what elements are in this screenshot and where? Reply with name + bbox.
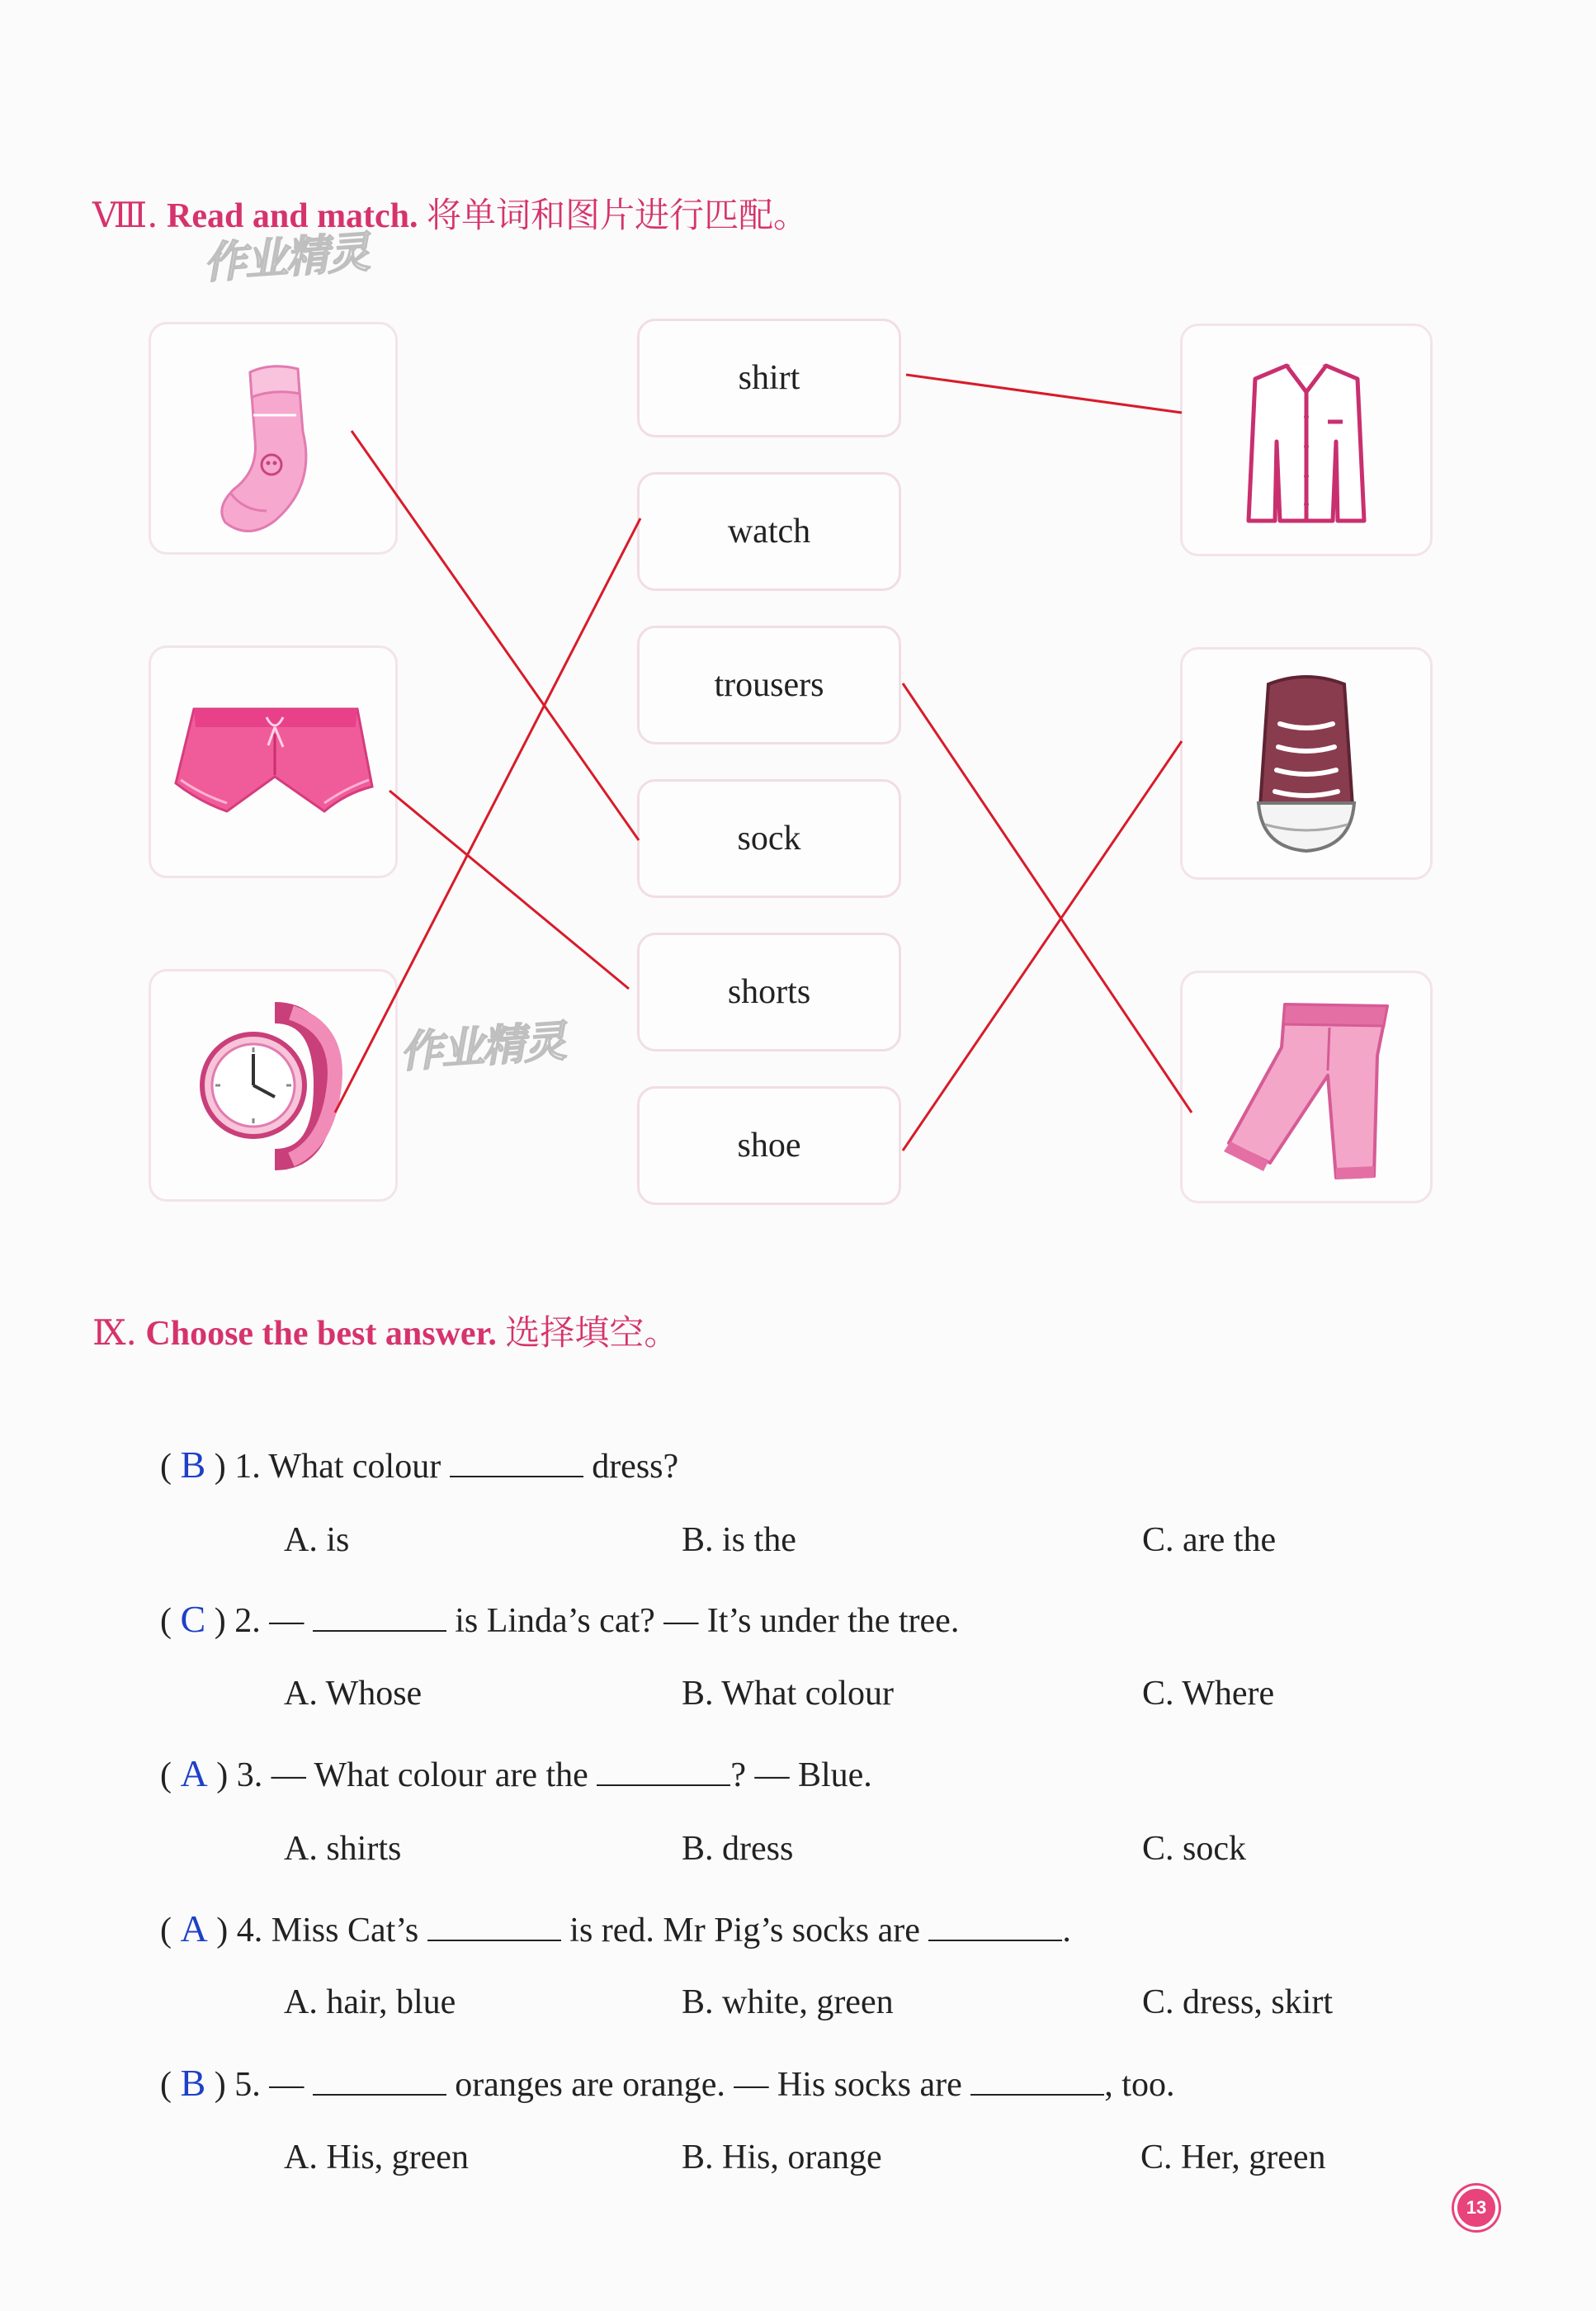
section-8-number: Ⅷ.	[92, 195, 158, 235]
section-9-title-en: Choose the best answer.	[145, 1315, 497, 1353]
question-5-answer[interactable]: B	[180, 2062, 206, 2104]
question-2-option-a[interactable]: A. Whose	[284, 1675, 423, 1713]
question-5-option-a[interactable]: A. His, green	[284, 2139, 469, 2176]
word-box-watch[interactable]: watch	[637, 472, 901, 591]
question-2-blank[interactable]	[313, 1602, 446, 1632]
question-3-answer[interactable]: A	[180, 1752, 208, 1794]
question-5-option-c[interactable]: C. Her, green	[1140, 2139, 1326, 2176]
question-5: ( B ) 5. — oranges are orange. — His socks are , too.	[160, 2062, 1175, 2104]
match-line-shirt	[906, 375, 1182, 413]
question-4-text-b: is red. Mr Pig’s socks are	[560, 1912, 929, 1949]
question-4-option-c[interactable]: C. dress, skirt	[1142, 1983, 1333, 2021]
question-3-blank[interactable]	[597, 1756, 730, 1786]
question-1-option-c[interactable]: C. are the	[1142, 1521, 1277, 1559]
section-9-title	[92, 1306, 678, 1355]
match-line-shoe	[903, 741, 1182, 1151]
section-8-title-zh: 将单词和图片进行匹配。	[427, 197, 809, 235]
word-box-sock[interactable]: sock	[637, 779, 901, 898]
question-1-answer[interactable]: B	[180, 1444, 206, 1486]
match-line-watch	[335, 518, 640, 1113]
question-1-option-b[interactable]: B. is the	[682, 1521, 796, 1559]
question-4-option-b[interactable]: B. white, green	[682, 1983, 894, 2021]
question-2-answer[interactable]: C	[180, 1598, 206, 1640]
question-4-text-c: .	[1062, 1912, 1071, 1949]
watermark-1: 作业精灵	[201, 228, 371, 289]
question-4-answer[interactable]: A	[180, 1907, 208, 1949]
match-line-shorts	[390, 791, 629, 989]
question-5-text-b: oranges are orange. — His socks are	[446, 2066, 971, 2104]
question-5-option-b[interactable]: B. His, orange	[682, 2139, 882, 2176]
question-2-option-c[interactable]: C. Where	[1142, 1675, 1275, 1713]
question-3: ( A ) 3. — What colour are the ? — Blue.	[160, 1752, 872, 1794]
match-line-sock	[352, 431, 639, 840]
question-4-blank-1[interactable]	[427, 1912, 561, 1941]
page-number-badge: 13	[1454, 2186, 1499, 2230]
question-3-text-a: 3. — What colour are the	[236, 1756, 597, 1794]
question-1-text-b: dress?	[583, 1448, 679, 1486]
question-2-text-b: is Linda’s cat? — It’s under the tree.	[446, 1602, 960, 1640]
question-5-blank-1[interactable]	[313, 2066, 446, 2096]
question-2-option-b[interactable]: B. What colour	[682, 1675, 895, 1713]
question-4: ( A ) 4. Miss Cat’s is red. Mr Pig’s socks are .	[160, 1907, 1071, 1949]
question-1: ( B ) 1. What colour dress?	[160, 1444, 679, 1486]
question-4-blank-2[interactable]	[928, 1912, 1062, 1941]
question-3-option-c[interactable]: C. sock	[1142, 1830, 1246, 1868]
word-box-trousers[interactable]: trousers	[637, 626, 901, 744]
question-4-text-a: 4. Miss Cat’s	[236, 1912, 427, 1949]
word-box-shorts[interactable]: shorts	[637, 933, 901, 1052]
question-5-blank-2[interactable]	[970, 2066, 1104, 2096]
question-1-option-a[interactable]: A. is	[284, 1521, 350, 1559]
section-8-title-en: Read and match.	[167, 197, 418, 235]
section-9-number: Ⅸ.	[92, 1312, 137, 1353]
question-3-option-a[interactable]: A. shirts	[284, 1830, 402, 1868]
question-3-option-b[interactable]: B. dress	[682, 1830, 794, 1868]
question-4-option-a[interactable]: A. hair, blue	[284, 1983, 456, 2021]
word-box-shoe[interactable]: shoe	[637, 1086, 901, 1205]
question-5-text-a: 5. —	[234, 2066, 313, 2104]
word-box-shirt[interactable]: shirt	[637, 319, 901, 437]
question-2-text-a: 2. —	[234, 1602, 313, 1640]
question-5-text-c: , too.	[1104, 2066, 1175, 2104]
section-9-title-zh: 选择填空。	[505, 1315, 679, 1353]
watermark-2: 作业精灵	[398, 1017, 567, 1078]
question-2: ( C ) 2. — is Linda’s cat? — It’s under the tree.	[160, 1598, 960, 1640]
question-1-text-a: 1. What colour	[234, 1448, 450, 1486]
match-line-trousers	[903, 683, 1192, 1113]
question-1-blank[interactable]	[450, 1448, 583, 1477]
question-3-text-b: ? — Blue.	[730, 1756, 872, 1794]
